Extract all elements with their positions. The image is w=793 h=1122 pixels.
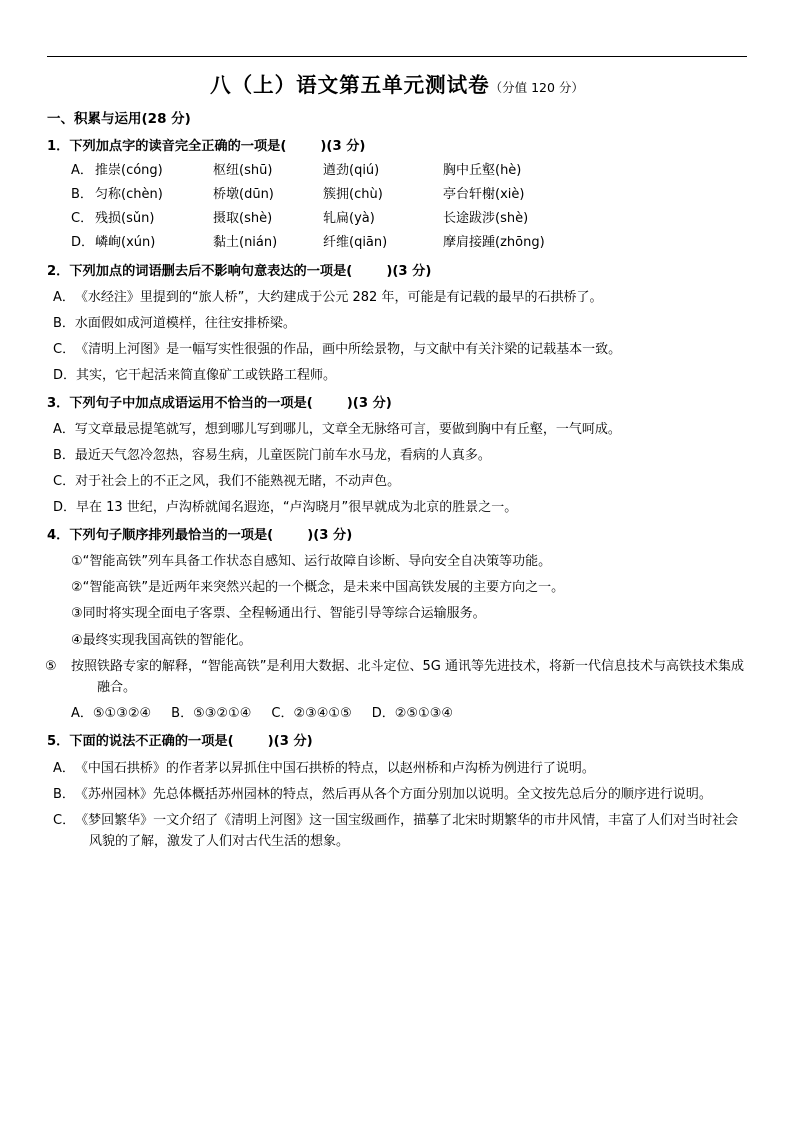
option-label: B．	[53, 315, 75, 331]
question-5-number: 5．	[47, 734, 70, 750]
option-cell: 纤维(qiān)	[323, 235, 388, 251]
option-cell: 黏土(nián)	[213, 235, 278, 251]
option-label: A．	[53, 760, 75, 776]
option-text: 《水经注》里提到的“旅人桥”，大约建成于公元 282 年，可能是有记载的最早的石拱桥了。	[74, 289, 603, 305]
option-paragraph	[47, 339, 747, 360]
option-text: 《梦回繁华》一文介绍了《清明上河图》这一国宝级画作，描摹了北宋时期繁华的市井风情，丰富了人们对当时社会风貌的了解，激发了人们对古代生活的想象。	[75, 812, 739, 849]
answer-choice[interactable]: A．⑤①③②④	[71, 705, 152, 721]
option-label: B．	[53, 786, 75, 802]
option-text: 最近天气忽冷忽热，容易生病，儿童医院门前车水马龙，看病的人真多。	[74, 448, 491, 464]
option-paragraph	[47, 758, 747, 779]
option-cell: 嶙峋(xún)	[95, 235, 156, 251]
page-content	[47, 56, 747, 857]
option-paragraph	[47, 551, 747, 572]
question-5	[47, 731, 747, 851]
question-4-stem	[47, 525, 747, 546]
option-text: 《中国石拱桥》的作者茅以昇抓住中国石拱桥的特点，以赵州桥和卢沟桥为例进行了说明。	[74, 760, 595, 776]
answer-choice[interactable]: B．⑤③②①④	[171, 705, 252, 721]
question-1-number: 1．	[47, 138, 70, 154]
option-label: A．	[53, 422, 75, 438]
option-paragraph	[47, 577, 747, 598]
option-label: ④	[71, 632, 83, 648]
option-label: ③	[71, 606, 83, 622]
option-label: C．	[53, 812, 76, 828]
section-heading-1: 一、积累与运用(28 分)	[47, 110, 191, 127]
option-cell: 长途跋涉(shè)	[443, 211, 529, 227]
option-cell: 匀称(chèn)	[95, 187, 163, 203]
question-2-stem	[47, 261, 747, 282]
option-label: D．	[53, 500, 77, 516]
option-cell: 遒劲(qiú)	[323, 163, 380, 179]
question-3-stem-before: 下列句子中加点成语运用不恰当的一项是(	[69, 395, 313, 411]
question-2-stem-before: 下列加点的词语删去后不影响句意表达的一项是(	[69, 263, 353, 279]
question-2-number: 2．	[47, 263, 70, 279]
question-3-stem-after: )(3 分)	[346, 395, 392, 411]
option-cell: 簇拥(chù)	[323, 187, 383, 203]
header-divider	[47, 56, 747, 57]
option-cell: 枢纽(shū)	[213, 163, 273, 179]
page-title-score: （分值 120 分）	[489, 80, 584, 95]
option-text: “智能高铁”列车具备工作状态自感知、运行故障自诊断、导向安全自决策等功能。	[82, 554, 552, 570]
question-4	[47, 525, 747, 724]
option-label: D．	[53, 367, 77, 383]
option-label: C．	[53, 474, 76, 490]
option-label: B．	[71, 187, 93, 203]
question-1	[47, 136, 747, 254]
question-5-stem	[47, 731, 747, 752]
option-cell: 胸中丘壑(hè)	[443, 163, 522, 179]
option-text: 按照铁路专家的解释，“智能高铁”是利用大数据、北斗定位、5G 通讯等先进技术，将新一代信息技术与高铁技术集成融合。	[71, 658, 744, 695]
option-paragraph	[47, 287, 747, 308]
option-cell: 轧扁(yà)	[323, 211, 375, 227]
option-cell: 推崇(cóng)	[95, 163, 163, 179]
question-4-number: 4．	[47, 528, 70, 544]
answer-choice[interactable]: D．②⑤①③④	[371, 705, 454, 721]
option-text: 同时将实现全面电子客票、全程畅通出行、智能引导等综合运输服务。	[82, 606, 486, 622]
question-3-number: 3．	[47, 395, 70, 411]
page-title-text: 八（上）语文第五单元测试卷	[210, 73, 490, 97]
option-paragraph	[47, 419, 747, 440]
option-paragraph	[47, 784, 747, 805]
option-text: 对于社会上的不正之风，我们不能熟视无睹，不动声色。	[75, 474, 401, 490]
answer-choice[interactable]: C．②③④①⑤	[271, 705, 352, 721]
option-label: ①	[71, 554, 83, 570]
option-label: B．	[53, 448, 75, 464]
question-1-stem-after: )(3 分)	[320, 138, 366, 154]
option-row	[47, 185, 747, 205]
option-text: 《苏州园林》先总体概括苏州园林的特点，然后再从各个方面分别加以说明。全文按先总后分的顺序进行说明。	[74, 786, 712, 802]
option-cell: 摩肩接踵(zhōng)	[443, 235, 545, 251]
option-paragraph	[47, 603, 747, 624]
option-text: 最终实现我国高铁的智能化。	[82, 632, 252, 648]
option-row	[47, 233, 747, 253]
question-5-stem-after: )(3 分)	[267, 734, 313, 750]
question-4-stem-after: )(3 分)	[307, 528, 353, 544]
option-cell: 摄取(shè)	[213, 211, 273, 227]
option-label: C．	[71, 211, 94, 227]
question-1-stem-before: 下列加点字的读音完全正确的一项是(	[69, 138, 287, 154]
question-4-stem-before: 下列句子顺序排列最恰当的一项是(	[69, 528, 274, 544]
option-paragraph	[47, 445, 747, 466]
option-label: D．	[71, 235, 95, 251]
option-paragraph: ⑤ 按照铁路专家的解释，“智能高铁”是利用大数据、北斗定位、5G 通讯等先进技术，将新一代信息技术与高铁技术集成融合。	[45, 658, 744, 695]
answer-choices-row	[47, 704, 747, 725]
option-text: 其实，它干起活来简直像矿工或铁路工程师。	[76, 367, 337, 383]
option-paragraph	[47, 497, 747, 518]
option-text: 《清明上河图》是一幅写实性很强的作品，画中所绘景物，与文献中有关汴梁的记载基本一致。	[75, 341, 622, 357]
question-3-stem	[47, 393, 747, 414]
option-text: 早在 13 世纪，卢沟桥就闻名遐迩，“卢沟晓月”很早就成为北京的胜景之一。	[76, 500, 518, 516]
option-paragraph	[47, 810, 747, 852]
option-row	[47, 161, 747, 181]
page-title	[47, 71, 747, 100]
option-paragraph	[47, 365, 747, 386]
option-text: 写文章最忌提笔就写，想到哪儿写到哪儿，文章全无脉络可言，要做到胸中有丘壑，一气呵成。	[74, 422, 621, 438]
option-label: A．	[53, 289, 75, 305]
option-row	[47, 209, 747, 229]
option-label: ②	[71, 580, 83, 596]
question-2-stem-after: )(3 分)	[386, 263, 432, 279]
question-2	[47, 261, 747, 386]
option-cell: 桥墩(dūn)	[213, 187, 274, 203]
option-text: 水面假如成河道模样，往往安排桥梁。	[74, 315, 296, 331]
question-3	[47, 393, 747, 518]
option-label: A．	[71, 163, 93, 179]
option-cell: 亭台轩榭(xiè)	[443, 187, 525, 203]
question-1-stem	[47, 136, 747, 157]
option-paragraph	[47, 313, 747, 334]
option-paragraph	[47, 471, 747, 492]
question-5-stem-before: 下面的说法不正确的一项是(	[69, 734, 234, 750]
option-text: “智能高铁”是近两年来突然兴起的一个概念，是未来中国高铁发展的主要方向之一。	[82, 580, 565, 596]
option-label: C．	[53, 341, 76, 357]
option-cell: 残损(sǔn)	[95, 211, 155, 227]
option-paragraph	[47, 630, 747, 651]
